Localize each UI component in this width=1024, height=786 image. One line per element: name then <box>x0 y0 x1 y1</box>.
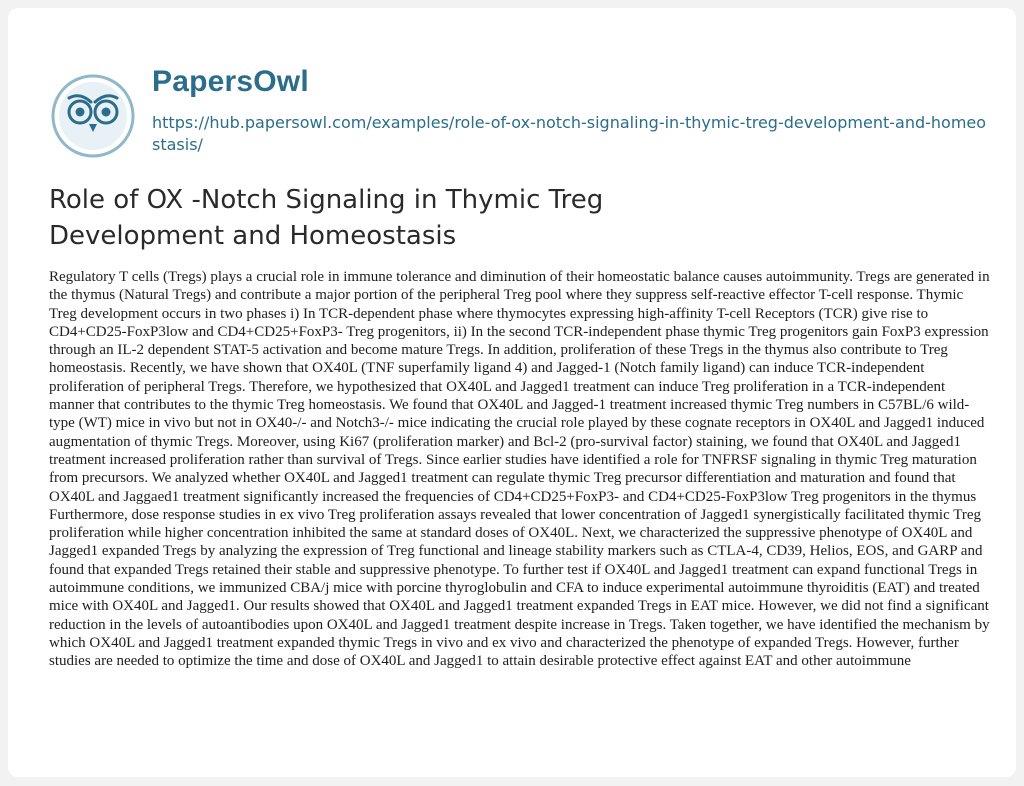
document-card <box>8 8 1016 777</box>
abstract-body: Regulatory T cells (Tregs) plays a crucial role in immune tolerance and diminution of their homeostatic balance causes autoimmunity. Tregs are generated in the thymus (Natural Tregs) and contribute a major portion of the peripheral Treg pool where they suppress self-reactive effector T-cell response. Thymic Treg development occurs in two phases i) In TCR-dependent phase where thymocytes expressing high-affinity T-cell Receptors (TCR) give rise to CD4+CD25-FoxP3low and CD4+CD25+FoxP3- Treg progenitors, ii) In the second TCR-independent phase thymic Treg progenitors gain FoxP3 expression through an IL-2 dependent STAT-5 activation and become mature Tregs. In addition, proliferation of these Tregs in the thymus also contribute to Treg homeostasis. Recently, we have shown that OX40L (TNF superfamily ligand 4) and Jagged-1 (Notch family ligand) can induce TCR-independent proliferation of peripheral Tregs. Therefore, we hypothesized that OX40L and Jagged1 treatment can induce Treg proliferation in a TCR-independent manner that contributes to the thymic Treg homeostasis. We found that OX40L and Jagged-1 treatment increased thymic Treg numbers in C57BL/6 wild-type (WT) mice in vivo but not in OX40-/- and Notch3-/- mice indicating the crucial role played by these cognate receptors in OX40L and Jagged1 induced augmentation of thymic Tregs. Moreover, using Ki67 (proliferation marker) and Bcl-2 (pro-survival factor) staining, we found that OX40L and Jagged1 treatment increased proliferation rather than survival of Tregs. Since earlier studies have identified a role for TNFRSF signaling in thymic Treg maturation from precursors. We analyzed whether OX40L and Jagged1 treatment can regulate thymic Treg precursor differentiation and maturation and found that OX40L and Jaggaed1 treatment significantly increased the frequencies of CD4+CD25+FoxP3- and CD4+CD25-FoxP3low Treg progenitors in the thymus Furthermore, dose response studies in ex vivo Treg proliferation assays revealed that lower concentration of Jagged1 synergistically facilitated thymic Treg proliferation while higher concentration inhibited the same at standard doses of OX40L. Next, we characterized the suppressive phenotype of OX40L and Jagged1 expanded Tregs by analyzing the expression of Treg functional and lineage stability markers such as CTLA-4, CD39, Helios, EOS, and GARP and found that expanded Tregs retained their stable and suppressive phenotype. To further test if OX40L and Jagged1 treatment can expand functional Tregs in autoimmune conditions, we immunized CBA/j mice with porcine thyroglobulin and CFA to induce experimental autoimmune thyroiditis (EAT) and treated mice with OX40L and Jagged1. Our results showed that OX40L and Jagged1 treatment expanded Tregs in EAT mice. However, we did not find a significant reduction in the levels of autoantibodies upon OX40L and Jagged1 treatment despite increase in Tregs. Taken together, we have identified the mechanism by which OX40L and Jagged1 treatment expanded thymic Tregs in vivo and ex vivo and characterized the phenotype of expanded Tregs. However, further studies are needed to optimize the time and dose of OX40L and Jagged1 to attain desirable protective effect against EAT and other autoimmune <box>49 269 990 670</box>
page-title: Role of OX -Notch Signaling in Thymic Treg Development and Homeostasis <box>49 185 604 251</box>
owl-logo-icon[interactable] <box>49 72 137 160</box>
brand-name[interactable]: PapersOwl <box>152 65 309 98</box>
source-url-link[interactable]: https://hub.papersowl.com/examples/role-of-ox-notch-signaling-in-thymic-treg-development-and-homeostasis/ <box>152 113 987 154</box>
site-header <box>49 56 989 166</box>
